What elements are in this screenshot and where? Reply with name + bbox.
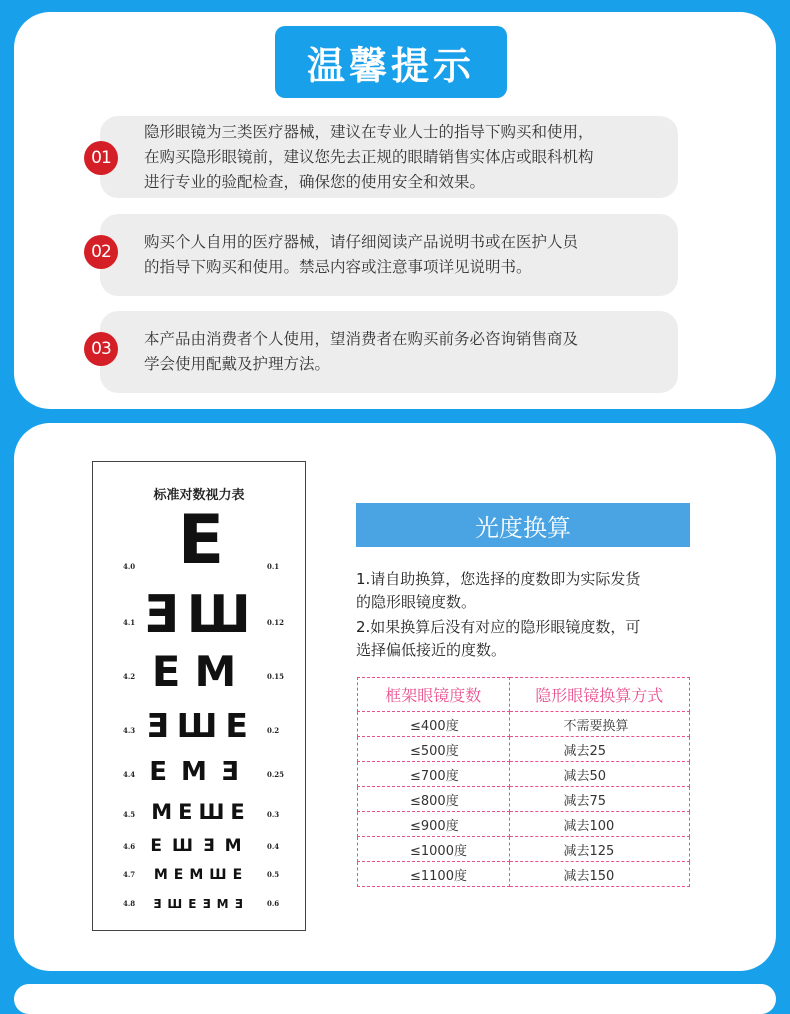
table-row bbox=[358, 787, 690, 812]
chart-row-5-right: 0.25 bbox=[267, 770, 285, 779]
table-row bbox=[358, 737, 690, 762]
tip-card-1 bbox=[100, 116, 678, 198]
tip-1-line-3: 进行专业的验配检查，确保您的使用安全和效果。 bbox=[144, 172, 486, 191]
conversion-note-1: 1.请自助换算，您选择的度数即为实际发货 bbox=[356, 570, 641, 588]
frame-power-cell: ≤1100度 bbox=[358, 862, 510, 887]
tip-1-line-1: 隐形眼镜为三类医疗器械，建议在专业人士的指导下购买和使用， bbox=[144, 122, 594, 141]
chart-row-6-left: 4.5 bbox=[123, 810, 136, 819]
chart-row-9-glyphs: ƎШEƎMƎ bbox=[153, 897, 249, 911]
chart-row-3-glyphs: EM bbox=[151, 647, 251, 696]
tip-1-line-2: 在购买隐形眼镜前，建议您先去正规的眼睛销售实体店或眼科机构 bbox=[144, 147, 594, 166]
frame-power-cell: ≤700度 bbox=[358, 762, 510, 787]
eye-chart-row-6 bbox=[93, 800, 305, 824]
chart-row-4-glyphs: ƎШE bbox=[146, 706, 256, 745]
table-row bbox=[358, 712, 690, 737]
chart-row-2-glyphs: ƎШ bbox=[143, 585, 259, 645]
frame-power-cell: ≤800度 bbox=[358, 787, 510, 812]
conversion-note-4: 选择偏低接近的度数。 bbox=[356, 641, 507, 659]
tip-number-1: 01 bbox=[84, 141, 118, 175]
frame-power-cell: ≤500度 bbox=[358, 737, 510, 762]
conversion-note-3: 2.如果换算后没有对应的隐形眼镜度数，可 bbox=[356, 618, 641, 636]
chart-row-2-left: 4.1 bbox=[123, 618, 136, 627]
chart-row-1-right: 0.1 bbox=[267, 562, 280, 571]
chart-row-7-right: 0.4 bbox=[267, 842, 280, 851]
conversion-cell: 不需要换算 bbox=[509, 712, 690, 737]
conversion-cell: 减去75 bbox=[509, 787, 690, 812]
conversion-cell: 减去125 bbox=[509, 837, 690, 862]
tip-card-3 bbox=[100, 311, 678, 393]
chart-row-6-right: 0.3 bbox=[267, 810, 280, 819]
chart-row-4-right: 0.2 bbox=[267, 726, 280, 735]
tip-3-line-2: 学会使用配戴及护理方法。 bbox=[144, 355, 331, 373]
eye-chart-row-1 bbox=[93, 501, 305, 580]
chart-row-1-left: 4.0 bbox=[123, 562, 136, 571]
chart-row-9-left: 4.8 bbox=[123, 899, 136, 908]
chart-row-9-right: 0.6 bbox=[267, 899, 280, 908]
eye-chart-row-7 bbox=[93, 836, 305, 856]
tip-number-3: 03 bbox=[84, 332, 118, 366]
chart-row-5-glyphs: EMƎ bbox=[149, 757, 253, 787]
chart-row-8-right: 0.5 bbox=[267, 870, 280, 879]
table-row bbox=[358, 862, 690, 887]
header-frame-power: 框架眼镜度数 bbox=[358, 678, 510, 712]
eye-chart-row-4 bbox=[93, 708, 305, 744]
tip-card-2 bbox=[100, 214, 678, 296]
eye-chart-title: 标准对数视力表 bbox=[153, 488, 245, 503]
conversion-table bbox=[357, 677, 690, 887]
conversion-cell: 减去50 bbox=[509, 762, 690, 787]
chart-row-3-left: 4.2 bbox=[123, 672, 136, 681]
chart-row-8-left: 4.7 bbox=[123, 870, 136, 879]
conversion-note-2: 的隐形眼镜度数。 bbox=[356, 593, 477, 611]
tip-2-line-2: 的指导下购买和使用。禁忌内容或注意事项详见说明书。 bbox=[144, 258, 532, 276]
chart-row-7-glyphs: EШƎM bbox=[150, 836, 252, 856]
next-panel-edge bbox=[14, 984, 776, 1014]
conversion-cell: 减去150 bbox=[509, 862, 690, 887]
conversion-title: 光度换算 bbox=[356, 503, 690, 547]
eye-chart-row-5 bbox=[93, 758, 305, 786]
notice-title: 温馨提示 bbox=[275, 26, 507, 98]
tip-2-line-1: 购买个人自用的医疗器械，请仔细阅读产品说明书或在医护人员 bbox=[144, 233, 579, 251]
frame-power-cell: ≤900度 bbox=[358, 812, 510, 837]
tip-3-line-1: 本产品由消费者个人使用，望消费者在购买前务必咨询销售商及 bbox=[144, 330, 579, 348]
chart-row-1-glyphs: E bbox=[177, 501, 225, 580]
chart-row-2-right: 0.12 bbox=[267, 618, 285, 627]
chart-row-4-left: 4.3 bbox=[123, 726, 136, 735]
eye-chart-row-8 bbox=[93, 866, 305, 884]
chart-row-8-glyphs: MEMШE bbox=[153, 867, 249, 883]
table-row bbox=[358, 837, 690, 862]
eye-chart-row-2 bbox=[93, 585, 305, 645]
eye-chart-row-3 bbox=[93, 647, 305, 696]
eye-chart-row-9 bbox=[93, 896, 305, 912]
chart-row-5-left: 4.4 bbox=[123, 770, 136, 779]
frame-power-cell: ≤400度 bbox=[358, 712, 510, 737]
conversion-cell: 减去100 bbox=[509, 812, 690, 837]
conversion-cell: 减去25 bbox=[509, 737, 690, 762]
frame-power-cell: ≤1000度 bbox=[358, 837, 510, 862]
header-contact-conversion: 隐形眼镜换算方式 bbox=[509, 678, 690, 712]
eye-chart-image bbox=[92, 461, 306, 931]
table-row bbox=[358, 812, 690, 837]
chart-row-7-left: 4.6 bbox=[123, 842, 136, 851]
chart-row-3-right: 0.15 bbox=[267, 672, 285, 681]
conversion-table-header bbox=[358, 678, 690, 712]
chart-row-6-glyphs: MEШE bbox=[151, 800, 251, 824]
tip-number-2: 02 bbox=[84, 235, 118, 269]
table-row bbox=[358, 762, 690, 787]
